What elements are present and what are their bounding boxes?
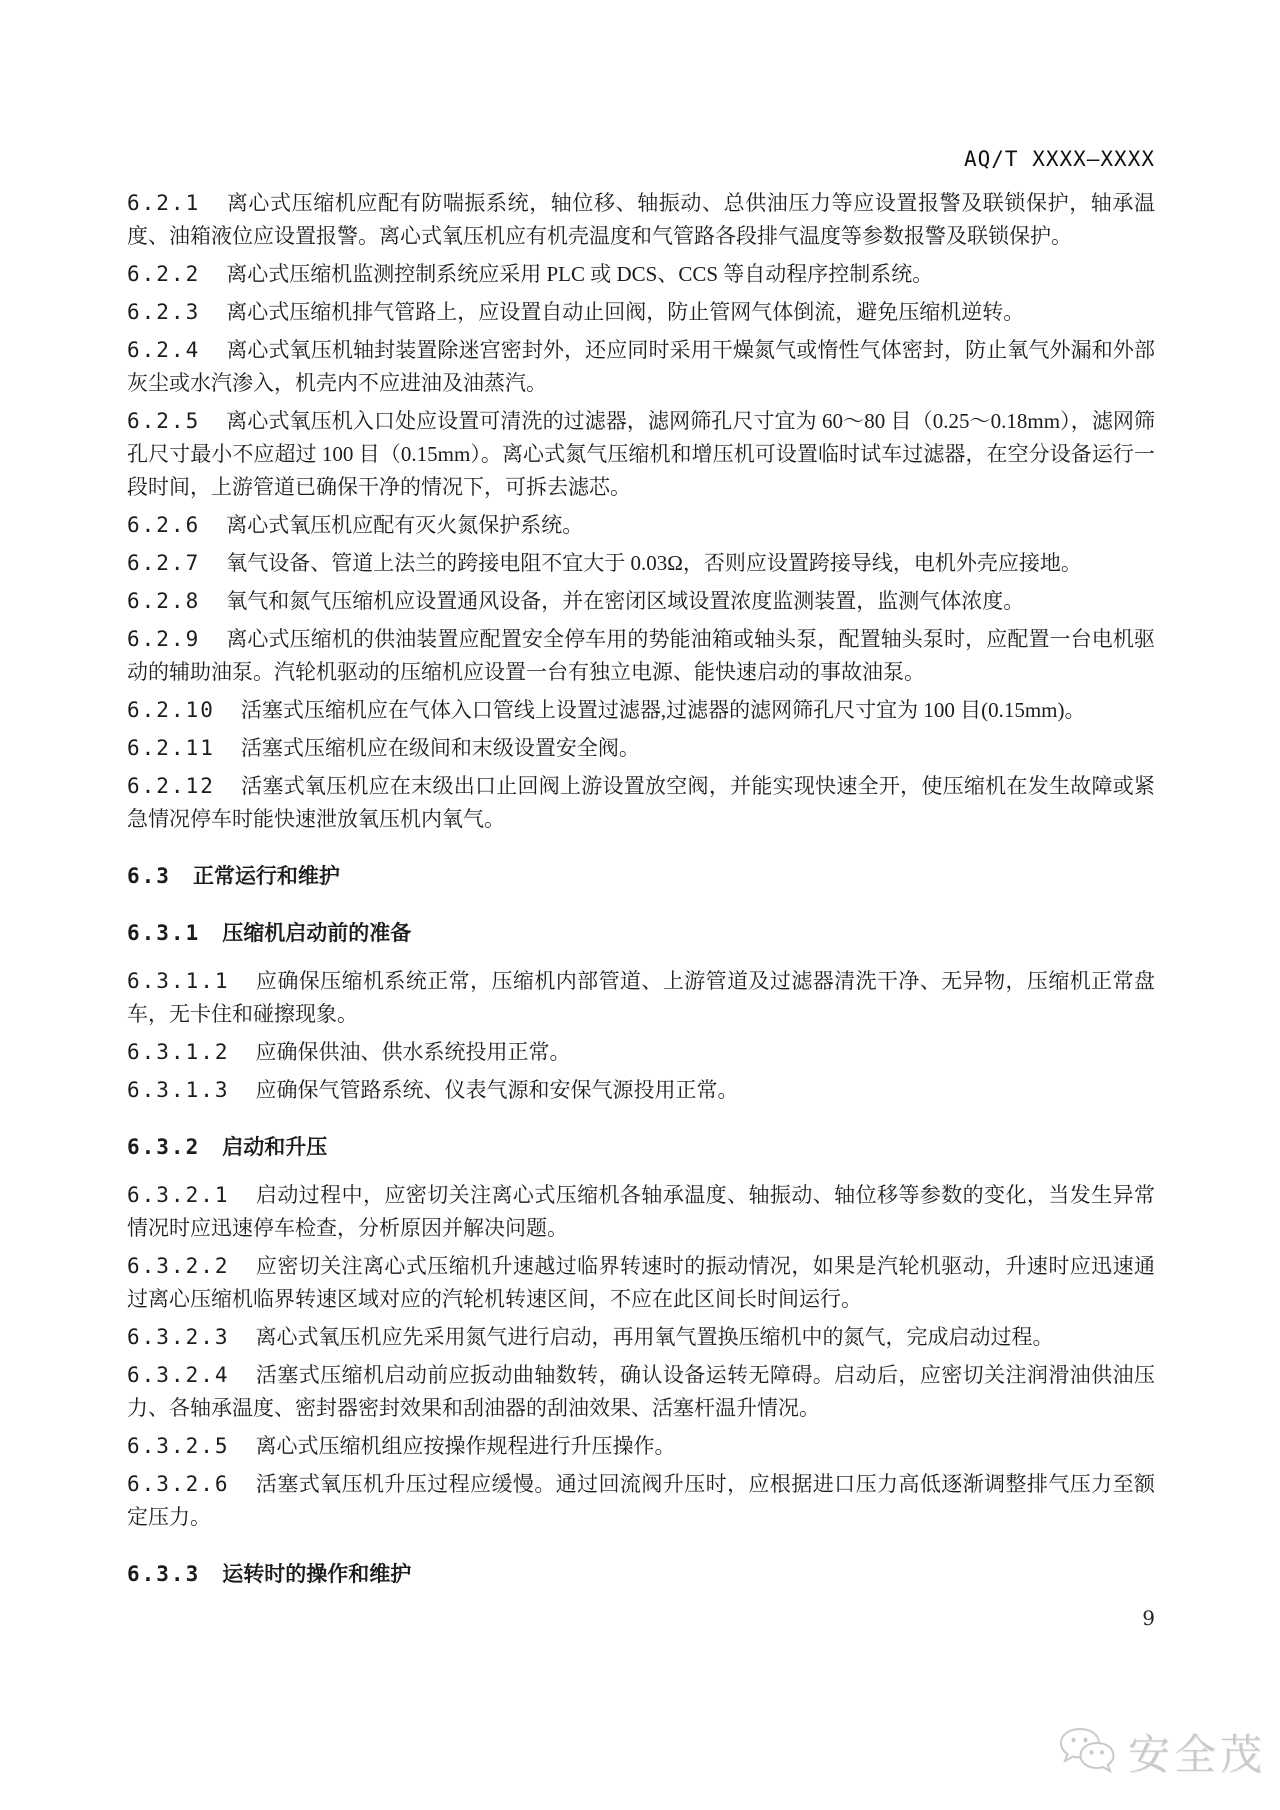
clause-6.2.12: [127, 770, 1155, 836]
clause-text: 活塞式压缩机应在气体入口管线上设置过滤器,过滤器的滤网筛孔尺寸宜为 100 目(0.15mm)。: [240, 698, 1086, 722]
clause-6.3.2.2: [127, 1250, 1155, 1316]
clause-text: 离心式压缩机排气管路上，应设置自动止回阀，防止管网气体倒流，避免压缩机逆转。: [226, 300, 1025, 324]
clause-number: 6.2.9: [127, 627, 201, 651]
clause-number: 6.3: [127, 864, 171, 888]
clause-number: 6.2.7: [127, 551, 201, 575]
clause-text: 应确保压缩机系统正常，压缩机内部管道、上游管道及过滤器清洗干净、无异物，压缩机正常盘车，无卡住和碰擦现象。: [127, 969, 1155, 1026]
clause-number: 6.3.2.3: [127, 1325, 230, 1349]
clause-6.2.11: [127, 732, 1155, 765]
standard-code-header: AQ/T XXXX—XXXX: [963, 147, 1155, 171]
clause-6.3.2.3: [127, 1321, 1155, 1354]
clause-text: 离心式压缩机组应按操作规程进行升压操作。: [255, 1434, 676, 1458]
clause-text: 离心式压缩机的供油装置应配置安全停车用的势能油箱或轴头泵，配置轴头泵时，应配置一台电机驱动的辅助油泵。汽轮机驱动的压缩机应设置一台有独立电源、能快速启动的事故油泵。: [127, 627, 1155, 684]
clause-text: 活塞式压缩机启动前应扳动曲轴数转，确认设备运转无障碍。启动后，应密切关注润滑油供油压力、各轴承温度、密封器密封效果和刮油器的刮油效果、活塞杆温升情况。: [127, 1363, 1155, 1420]
clause-number: 6.3.2.1: [127, 1183, 230, 1207]
wechat-icon: [1056, 1726, 1118, 1778]
page-content: [127, 146, 1155, 1630]
clause-number: 6.3.2.6: [127, 1472, 230, 1496]
clause-text: 离心式氧压机应配有灭火氮保护系统。: [226, 513, 584, 537]
clause-text: 离心式压缩机监测控制系统应采用 PLC 或 DCS、CCS 等自动程序控制系统。: [226, 262, 934, 286]
clause-text: 启动过程中，应密切关注离心式压缩机各轴承温度、轴振动、轴位移等参数的变化，当发生异常情况时应迅速停车检查，分析原因并解决问题。: [127, 1183, 1155, 1240]
section-heading-6.3.2: [127, 1131, 1155, 1164]
clause-number: 6.3.2: [127, 1135, 201, 1159]
clause-6.3.1.2: [127, 1036, 1155, 1069]
clause-list: [127, 187, 1155, 1591]
clause-number: 6.3.2.2: [127, 1254, 230, 1278]
clause-text: 氧气设备、管道上法兰的跨接电阻不宜大于 0.03Ω，否则应设置跨接导线，电机外壳应接地。: [226, 551, 1082, 575]
clause-text: 离心式氧压机应先采用氮气进行启动，再用氧气置换压缩机中的氮气，完成启动过程。: [255, 1325, 1054, 1349]
clause-number: 6.2.1: [127, 191, 201, 215]
clause-text: 离心式压缩机应配有防喘振系统，轴位移、轴振动、总供油压力等应设置报警及联锁保护，轴承温度、油箱液位应设置报警。离心式氧压机应有机壳温度和气管路各段排气温度等参数报警及联锁保护。: [127, 191, 1155, 248]
clause-text: 应确保供油、供水系统投用正常。: [255, 1040, 571, 1064]
clause-number: 6.2.8: [127, 589, 201, 613]
clause-6.3.1.1: [127, 965, 1155, 1031]
clause-6.2.7: [127, 547, 1155, 580]
clause-text: 活塞式氧压机升压过程应缓慢。通过回流阀升压时，应根据进口压力高低逐渐调整排气压力至额定压力。: [127, 1472, 1155, 1529]
clause-text: 氧气和氮气压缩机应设置通风设备，并在密闭区域设置浓度监测装置，监测气体浓度。: [226, 589, 1025, 613]
clause-text: 活塞式压缩机应在级间和末级设置安全阀。: [240, 736, 640, 760]
clause-text: 压缩机启动前的准备: [222, 922, 412, 945]
page-number: 9: [1142, 1606, 1155, 1630]
brand-name-text: 安全茂: [1127, 1731, 1266, 1778]
section-heading-6.3.3: [127, 1558, 1155, 1591]
clause-text: 应密切关注离心式压缩机升速越过临界转速时的振动情况，如果是汽轮机驱动，升速时应迅速通过离心压缩机临界转速区域对应的汽轮机转速区间，不应在此区间长时间运行。: [127, 1254, 1155, 1311]
clause-6.2.1: [127, 187, 1155, 253]
clause-6.2.4: [127, 334, 1155, 400]
clause-number: 6.2.12: [127, 774, 215, 798]
clause-number: 6.2.11: [127, 736, 215, 760]
clause-number: 6.2.10: [127, 698, 215, 722]
clause-text: 正常运行和维护: [192, 865, 340, 888]
clause-number: 6.3.2.4: [127, 1363, 230, 1387]
clause-6.2.10: [127, 694, 1155, 727]
clause-6.2.2: [127, 258, 1155, 291]
clause-number: 6.3.3: [127, 1562, 201, 1586]
clause-text: 离心式氧压机入口处应设置可清洗的过滤器，滤网筛孔尺寸宜为 60～80 目（0.25～0.18mm），滤网筛孔尺寸最小不应超过 100 目（0.15mm）。离心式氮气压缩机和增压机可设置临时试车过滤器，在空分设备运行一段时间，上游管道已确保干净的情况下，可拆去滤芯。: [127, 409, 1155, 499]
clause-6.2.3: [127, 296, 1155, 329]
clause-number: 6.3.1: [127, 921, 201, 945]
clause-number: 6.3.2.5: [127, 1434, 230, 1458]
clause-text: 运转时的操作和维护: [222, 1563, 412, 1586]
clause-number: 6.3.1.1: [127, 969, 230, 993]
clause-number: 6.2.3: [127, 300, 201, 324]
clause-number: 6.3.1.2: [127, 1040, 230, 1064]
clause-number: 6.2.2: [127, 262, 201, 286]
clause-6.2.5: [127, 405, 1155, 504]
clause-6.3.1.3: [127, 1074, 1155, 1107]
clause-6.3.2.1: [127, 1179, 1155, 1245]
clause-6.2.8: [127, 585, 1155, 618]
clause-number: 6.3.1.3: [127, 1078, 230, 1102]
clause-6.3.2.4: [127, 1359, 1155, 1425]
clause-number: 6.2.5: [127, 409, 201, 433]
clause-6.3.2.6: [127, 1468, 1155, 1534]
clause-text: 离心式氧压机轴封装置除迷宫密封外，还应同时采用干燥氮气或惰性气体密封，防止氧气外漏和外部灰尘或水汽渗入，机壳内不应进油及油蒸汽。: [127, 338, 1155, 395]
clause-text: 应确保气管路系统、仪表气源和安保气源投用正常。: [255, 1078, 739, 1102]
clause-number: 6.2.6: [127, 513, 201, 537]
clause-number: 6.2.4: [127, 338, 201, 362]
section-heading-6.3.1: [127, 917, 1155, 950]
clause-text: 活塞式氧压机应在末级出口止回阀上游设置放空阀，并能实现快速全开，使压缩机在发生故障或紧急情况停车时能快速泄放氧压机内氧气。: [127, 774, 1155, 831]
clause-text: 启动和升压: [222, 1136, 328, 1159]
clause-6.2.9: [127, 623, 1155, 689]
brand-watermark: [1056, 1722, 1266, 1782]
clause-6.2.6: [127, 509, 1155, 542]
clause-6.3.2.5: [127, 1430, 1155, 1463]
section-heading-6.3: [127, 860, 1155, 893]
